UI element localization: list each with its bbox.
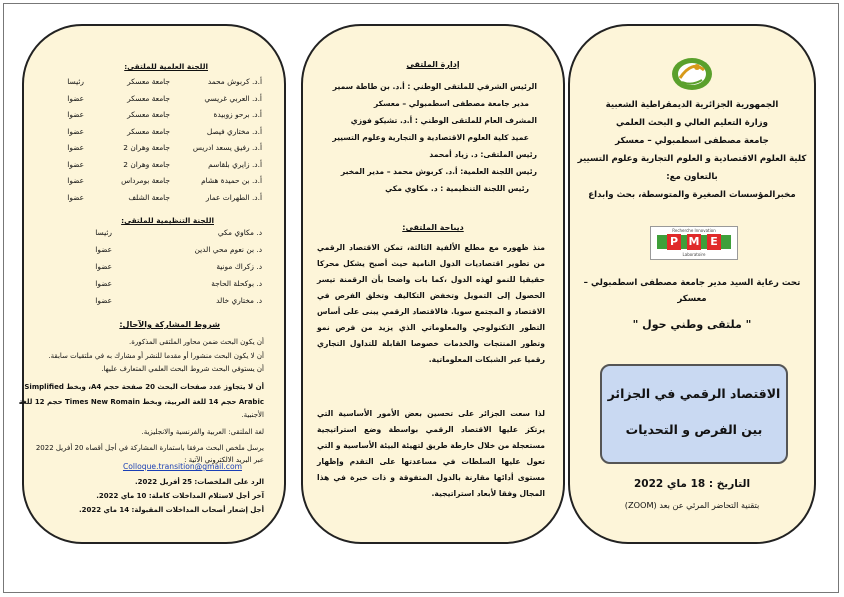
pme-logo-tagline: Recherche Innovation: [672, 228, 716, 233]
member-name: أ.د. بن حميدة هشام: [201, 176, 262, 185]
admin-line: رئيس الملتقى: د. زياد أمحمد: [429, 150, 537, 159]
scientific-member-row: [42, 176, 262, 188]
organizing-member-row: [42, 296, 262, 308]
deadline-line: أجل إشعار أصحاب المداخلات المقبولة: 14 ماي 2022.: [78, 506, 264, 514]
pme-logo-caption: Laboratoire: [682, 252, 706, 257]
member-role: عضوا: [67, 110, 84, 119]
pme-letter-m: M: [688, 235, 700, 248]
member-role: عضوا: [67, 93, 84, 103]
header-line: مخبرالمؤسسات الصغيرة والمتوسطة، بحث وابداع: [588, 190, 796, 200]
preamble-paragraph-2: لذا سعت الجزائر على تحسين بعض الأمور الأساسية التي يرتكز عليها الاقتصاد الرقمي بواسطة وضع استراتيجية مستعجلة من خلال خارطة طريق لتهيئة البيئة الأساسية و التي تعول عليها السلطات في مساعدتها على التقدم وإظهار مستوى أدائها مقارنة بالدول المتفوقة و ذات خبرة في هذا المجال وفقا لأبعاد استراتيجية.: [316, 409, 545, 498]
condition-line: أن يستوفي البحث شروط البحث العلمي المتعارف عليها.: [101, 365, 264, 373]
preamble-title: ديباجة الملتقى:: [402, 223, 464, 232]
member-university: جامعة وهران 2: [123, 143, 170, 152]
member-role: عضوا: [67, 143, 84, 152]
admin-line: عميد كلية العلوم الاقتصادية و التجارية وعلوم التسيير: [332, 133, 529, 142]
patronage-line-1: تحت رعاية السيد مدير جامعة مصطفى اسطمبولي –: [583, 278, 801, 288]
member-university: جامعة وهران 2: [123, 159, 170, 169]
member-role: عضوا: [95, 245, 112, 254]
member-role: رئيسا: [95, 228, 112, 237]
scientific-member-row: [42, 143, 262, 155]
preamble-panel: [301, 24, 565, 544]
member-university: جامعة معسكر: [127, 77, 170, 86]
scientific-member-row: [42, 160, 262, 172]
member-name: أ.د. زايري بلقاسم: [208, 159, 262, 169]
member-university: جامعة الشلف: [128, 192, 170, 202]
member-name: د. بن نعوم محي الدين: [194, 245, 262, 254]
contact-email[interactable]: Colloque.transition@gmail.com: [122, 462, 242, 471]
member-name: د. مكاوي مكي: [217, 228, 262, 237]
scientific-member-row: [42, 110, 262, 122]
header-line: كلية العلوم الاقتصادية و العلوم التجارية وعلوم التسيير: [577, 154, 807, 164]
university-logo-icon: [670, 56, 714, 92]
member-role: عضوا: [95, 279, 112, 288]
member-name: أ.د. الطهرات عمار: [205, 192, 262, 202]
conference-title-line-1: الاقتصاد الرقمي في الجزائر: [607, 386, 781, 401]
preamble-paragraph-1: منذ ظهوره مع مطلع الألفية الثالثة، تمكن الاقتصاد الرقمي من تطوير اقتصاديات الدول النامية حيث أصبح يشكل محركا حقيقيا للنمو لهذه الدول ،كما بات واضحا بأن الرقمنة تيسر الحصول إلى التمويل وتخفض التكاليف وتخلق الفرص في الاقتصاد و المجتمع سويا. فالاقتصاد الرقمي يبنى على أساس التطور التكنولوجي والمعلوماتي الذي يزيد من فرص نمو وتطور المنتجات والخدمات خصوصا القابلة للتداول التجاري رقميا عبر الشبكات المعلوماتية.: [317, 243, 545, 364]
condition-line: أن يكون البحث ضمن محاور الملتقى المذكورة.: [128, 338, 264, 346]
organizing-member-row: [42, 262, 262, 274]
organizing-member-row: [42, 228, 262, 240]
scientific-member-row: [42, 127, 262, 139]
member-role: عضوا: [67, 126, 84, 136]
deadline-line: آخر أجل لاستلام المداخلات كاملة: 10 ماي 2022.: [96, 492, 264, 500]
conditions-title: شروط المشاركة والآجال:: [119, 320, 220, 329]
member-role: عضوا: [95, 262, 112, 271]
member-role: عضوا: [67, 176, 84, 185]
admin-line: رئيس اللجنة التنظيمية : د. مكاوي مكي: [385, 184, 529, 193]
admin-line: رئيس اللجنة العلمية: أ.د. كربوش محمد – مدير المخبر: [340, 167, 537, 176]
condition-line: Arabic حجم 14 للغة العربية، وبخط Times New Romain حجم 12 للغة: [18, 398, 264, 406]
zoom-note: بتقنية التحاضر المرئي عن بعد (ZOOM): [624, 500, 760, 510]
member-name: أ.د. رفيق يسعد ادريس: [192, 143, 262, 152]
condition-line: أن لا يتجاوز عدد صفحات البحث 20 صفحة حجم A4، وبخط Simplified: [24, 383, 264, 391]
scientific-member-row: [42, 77, 262, 89]
header-line: الجمهورية الجزائرية الديمقراطية الشعبية: [605, 100, 779, 110]
scientific-member-row: [42, 94, 262, 106]
conference-title-box: [600, 364, 788, 464]
conference-title-line-2: بين الفرص و التحديات: [625, 422, 763, 437]
admin-line: مدير جامعة مصطفى اسطمبولي – معسكر: [373, 99, 529, 108]
member-university: جامعة معسكر: [127, 93, 170, 103]
member-role: رئيسا: [67, 77, 84, 86]
member-university: جامعة معسكر: [127, 110, 170, 119]
admin-line: الرئيس الشرفي للملتقى الوطني : أ.د. بن طاطة سمير: [332, 82, 537, 91]
organizing-member-row: [42, 279, 262, 291]
member-role: عضوا: [67, 192, 84, 202]
condition-line: أن لا يكون البحث منشورا أو مقدما للنشر أو مشارك به في ملتقيات سابقة.: [48, 352, 264, 360]
member-name: د. بوكحلة الحاجة: [211, 279, 262, 288]
scientific-committee-title: اللجنة العلمية للملتقى:: [124, 62, 208, 71]
condition-line: يرسل ملخص البحث مرفقا باستمارة المشاركة في أجل أقصاه 20 أفريل 2022: [35, 444, 264, 452]
pme-logo: [650, 226, 738, 260]
event-label: " ملتقى وطني حول ": [632, 318, 752, 331]
header-line: بالتعاون مع:: [666, 172, 718, 182]
member-name: أ.د. كربوش محمد: [207, 77, 262, 86]
member-name: د. زكراك مونية: [216, 262, 262, 271]
member-role: عضوا: [67, 159, 84, 169]
conference-date: التاريخ : 18 ماي 2022: [633, 478, 751, 490]
deadline-line: الرد على الملخصات: 25 أفريل 2022.: [135, 478, 264, 486]
condition-line: عبر البريد الالكتروني الآتية :: [184, 456, 264, 464]
cover-panel: [568, 24, 816, 544]
scientific-member-row: [42, 193, 262, 205]
header-line: وزارة التعليم العالي و البحث العلمي: [616, 118, 768, 128]
member-university: جامعة معسكر: [127, 126, 170, 136]
patronage-line-2: معسكر: [677, 294, 707, 304]
member-name: أ.د. العربي غريسي: [204, 93, 262, 103]
committees-panel: [18, 24, 286, 544]
member-name: د. مختاري خالد: [216, 296, 262, 305]
organizing-member-row: [42, 245, 262, 257]
header-line: جامعة مصطفى اسطمبولي – معسكر: [615, 136, 769, 146]
condition-line: لغة الملتقى: العربية والفرنسية والانجليزية.: [141, 428, 264, 436]
member-university: جامعة بومرداس: [121, 176, 170, 185]
member-name: أ.د. برحو زوبيدة: [213, 110, 262, 119]
pme-letter-p: P: [667, 234, 681, 250]
condition-line: الأجنبية.: [241, 411, 264, 419]
member-name: أ.د. مختاري فيصل: [206, 126, 262, 136]
pme-letter-e: E: [707, 234, 721, 250]
admin-line: المشرف العام للملتقى الوطني : أ.د. تشيكو فوزي: [350, 116, 537, 125]
member-role: عضوا: [95, 296, 112, 305]
organizing-committee-title: اللجنة التنظيمية للملتقى:: [121, 216, 214, 225]
admin-title: إدارة الملتقى: [406, 60, 460, 69]
